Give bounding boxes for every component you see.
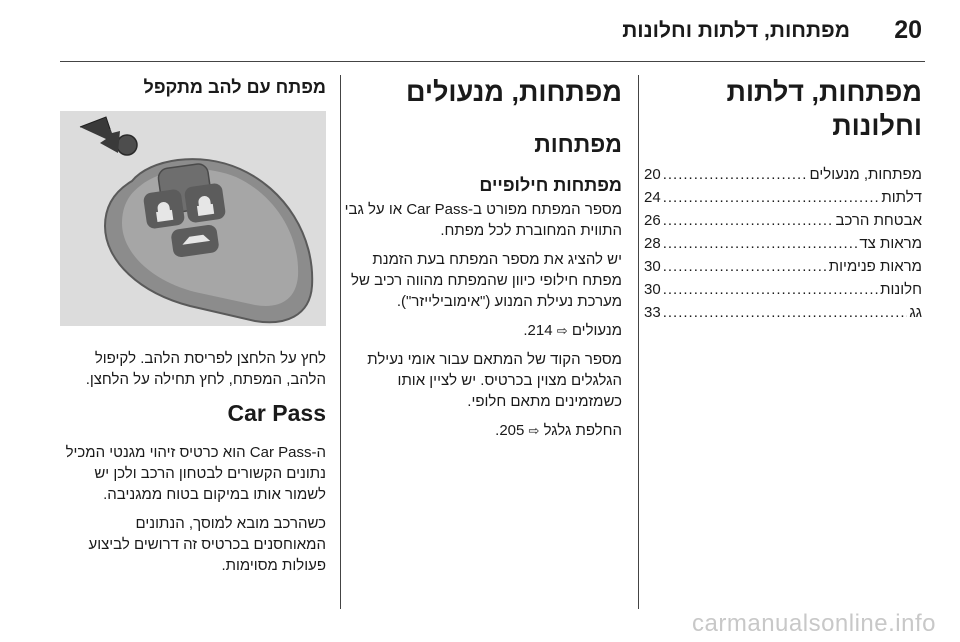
reference-arrow-icon: ⇨	[556, 323, 568, 338]
car-pass-heading: Car Pass	[227, 400, 326, 426]
toc-item[interactable]	[644, 209, 922, 232]
subsection-title-keys: מפתחות	[534, 131, 622, 157]
section-title-keys-locks: מפתחות, מנעולים	[405, 77, 622, 107]
spare-keys-paragraph-1: מספר המפתח מפורט ב-Car Pass או על גבי התווית המחוברת לכל מפתח.	[344, 201, 622, 239]
wheel-lock-paragraph: מספר הקוד של המתאם עבור אומי נעילת הגלגלים מצוין בכרטיס. יש לציין אותו כשמזמינים מתאם חלופי.	[367, 351, 622, 410]
watermark: carmanualsonline.info	[692, 610, 936, 637]
cross-reference-page: 214	[527, 322, 553, 339]
reference-arrow-icon: ⇨	[528, 423, 540, 438]
toc-leader-dots	[663, 186, 880, 209]
table-of-contents	[644, 163, 922, 324]
toc-item-page: 30	[644, 281, 661, 298]
car-pass-paragraph-1: ה-Car Pass הוא כרטיס זיהוי מגנטי המכיל נתונים הקשורים לבטחון הרכב ולכן יש לשמור אותו במיקום בטוח ממגניבה.	[65, 444, 326, 503]
toc-item[interactable]	[644, 163, 922, 186]
toc-item-label: מראות פנימיות	[828, 258, 922, 275]
toc-item-label: אבטחת הרכב	[835, 212, 922, 229]
subsection-title-spare-keys: מפתחות חילופיים	[479, 175, 622, 195]
chapter-title: מפתחות, דלתות וחלונות	[726, 77, 922, 141]
header-rule	[60, 61, 925, 62]
toc-item[interactable]	[644, 186, 922, 209]
page-header	[0, 0, 960, 62]
column-divider-right	[638, 75, 639, 609]
keys-locks-column	[340, 75, 622, 449]
toc-leader-dots	[663, 255, 827, 278]
cross-reference-label: מנעולים	[571, 322, 622, 339]
toc-item-page: 26	[644, 212, 661, 229]
spare-keys-paragraph-2: יש להציג את מספר המפתח בעת הזמנת מפתח חילופי כיוון שהמפתח מהווה רכיב של מערכת נעילת המנוע ("אימובילייזר").	[351, 251, 622, 310]
toc-item[interactable]	[644, 255, 922, 278]
toc-item[interactable]	[644, 232, 922, 255]
foldable-key-paragraph: לחץ על הלחצן לפריסת הלהב. לקיפול הלהב, המפתח, לחץ תחילה על הלחצן.	[85, 350, 326, 388]
toc-item-label: מפתחות, מנעולים	[809, 166, 922, 183]
toc-item-label: גג	[909, 304, 922, 321]
toc-leader-dots	[663, 163, 808, 186]
toc-item[interactable]	[644, 301, 922, 324]
toc-item-page: 28	[644, 235, 661, 252]
car-pass-paragraph-2: כשהרכב מובא למוסך, הנתונים המאוחסנים בכרטיס זה דרושים לביצוע פעולות מסוימות.	[88, 515, 326, 574]
toc-leader-dots	[663, 301, 908, 324]
chapter-contents-column	[644, 75, 922, 324]
toc-item-page: 30	[644, 258, 661, 275]
foldable-key-column	[60, 75, 326, 584]
cross-reference-locks[interactable]: מנעולים ⇨ 214.	[523, 322, 622, 339]
toc-item-page: 20	[644, 166, 661, 183]
foldable-key-title: מפתח עם להב מתקפל	[143, 77, 326, 97]
toc-item-label: דלתות	[881, 189, 922, 206]
toc-leader-dots	[663, 232, 858, 255]
toc-item-page: 33	[644, 304, 661, 321]
running-title: מפתחות, דלתות וחלונות	[622, 19, 850, 42]
toc-item-label: חלונות	[880, 281, 922, 298]
toc-leader-dots	[663, 209, 834, 232]
cross-reference-label: החלפת גלגל	[543, 422, 622, 439]
toc-leader-dots	[663, 278, 878, 301]
page-number: 20	[894, 16, 922, 44]
toc-item-page: 24	[644, 189, 661, 206]
cross-reference-page: 205	[499, 422, 525, 439]
toc-item-label: מראות צד	[859, 235, 922, 252]
cross-reference-wheel-change[interactable]: החלפת גלגל ⇨ 205.	[495, 422, 622, 439]
toc-item[interactable]	[644, 278, 922, 301]
flip-key-icon	[60, 111, 326, 326]
